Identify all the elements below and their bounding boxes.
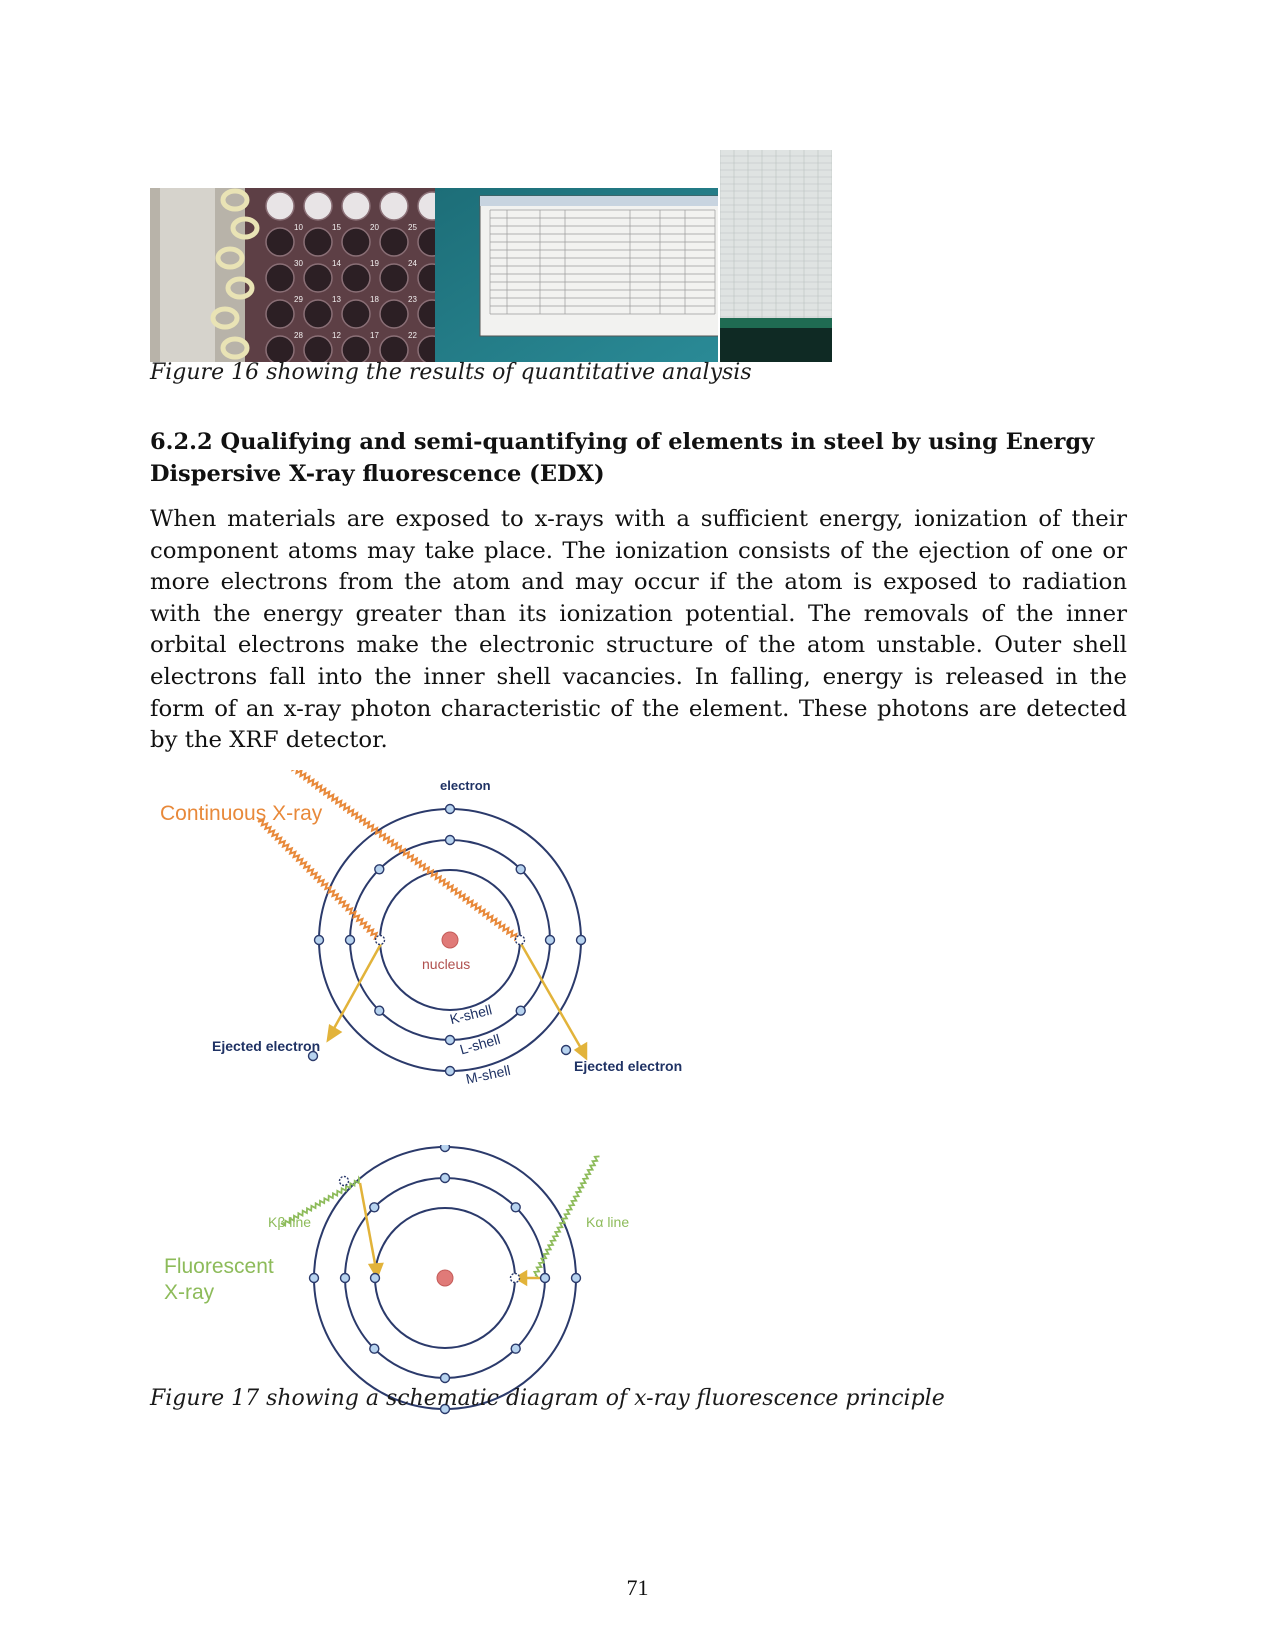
plate-well bbox=[304, 300, 332, 328]
plate-number: 20 bbox=[370, 223, 379, 232]
continuous-xray-label: Continuous X-ray bbox=[160, 802, 323, 825]
electron-dot bbox=[376, 936, 385, 945]
electron-dot bbox=[370, 1203, 379, 1212]
electron-dot bbox=[516, 936, 525, 945]
plate-well bbox=[304, 336, 332, 362]
electron-dot bbox=[446, 1036, 455, 1045]
electron-dot bbox=[511, 1203, 520, 1212]
electron-dot bbox=[341, 1274, 350, 1283]
plate-number: 15 bbox=[332, 223, 341, 232]
electron-dot bbox=[441, 1145, 450, 1152]
kbeta-line-label: Kβ line bbox=[268, 1214, 312, 1230]
l-shell-label: L-shell bbox=[457, 1030, 502, 1058]
nucleus-dot-lower bbox=[437, 1270, 453, 1286]
section-paragraph: When materials are exposed to x-rays with a sufficient energy, ionization of their component atoms may take place. The ionization consists of the ejection of one or more electrons from the atom and may occur if the atom is exposed to radiation with the energy greater than its ionization potential. The removals of the inner orbital electrons make the electronic structure of the atom unstable. Outer shell electrons fall into the inner shell vacancies. In falling, energy is released in the form of an x-ray photon characteristic of the element. These photons are detected by the XRF detector. bbox=[150, 506, 1127, 754]
plate-well bbox=[342, 228, 370, 256]
plate-well bbox=[342, 264, 370, 292]
fluorescent-label-line1: Fluorescent bbox=[164, 1255, 274, 1278]
page-number: 71 bbox=[626, 1575, 649, 1600]
plate-number: 23 bbox=[408, 295, 417, 304]
electron-dot bbox=[516, 865, 525, 874]
m-shell-label: M-shell bbox=[464, 1061, 512, 1087]
electron-dot bbox=[371, 1274, 380, 1283]
electron-dot bbox=[375, 865, 384, 874]
plate-well bbox=[266, 300, 294, 328]
ejected-electron-dot bbox=[562, 1046, 571, 1055]
plate-well bbox=[342, 192, 370, 220]
plate-number: 28 bbox=[294, 331, 303, 340]
electron-dot bbox=[541, 1274, 550, 1283]
electron-dot bbox=[577, 936, 586, 945]
plate-well bbox=[266, 228, 294, 256]
fluorescent-label-line2: X-ray bbox=[164, 1281, 215, 1304]
ejected-arrow-right bbox=[520, 942, 582, 1050]
plate-well bbox=[266, 192, 294, 220]
ejected-arrow-left bbox=[332, 942, 382, 1032]
plate-number: 13 bbox=[332, 295, 341, 304]
plate-number: 17 bbox=[370, 331, 379, 340]
plate-well bbox=[304, 228, 332, 256]
electron-dot bbox=[375, 1006, 384, 1015]
electron-dot bbox=[446, 805, 455, 814]
electron-dot bbox=[446, 1067, 455, 1076]
transition-arrow-left bbox=[360, 1183, 376, 1269]
plate-well bbox=[304, 192, 332, 220]
electron-dot bbox=[370, 1344, 379, 1353]
kalpha-line-label: Kα line bbox=[586, 1214, 630, 1230]
ejected-arrowhead-right bbox=[576, 1044, 586, 1058]
software-results-window-photo bbox=[435, 188, 718, 362]
electron-dot bbox=[511, 1344, 520, 1353]
xrf-fluorescence-diagram bbox=[150, 1145, 650, 1415]
plate-well bbox=[380, 228, 408, 256]
plate-number: 22 bbox=[408, 331, 417, 340]
electron-dot bbox=[446, 836, 455, 845]
plate-well bbox=[342, 336, 370, 362]
k-shell-label: K-shell bbox=[448, 1001, 494, 1028]
plate-number: 24 bbox=[408, 259, 417, 268]
electron-dot bbox=[310, 1274, 319, 1283]
plate-number: 29 bbox=[294, 295, 303, 304]
plate-number: 10 bbox=[294, 223, 303, 232]
electron-label: electron bbox=[440, 778, 491, 793]
ejected-electron-label-right: Ejected electron bbox=[574, 1058, 683, 1074]
figure-16-photos bbox=[150, 150, 870, 362]
vacancy-electron-dot bbox=[340, 1177, 349, 1186]
results-screen-closeup-photo bbox=[720, 150, 832, 362]
plate-number: 18 bbox=[370, 295, 379, 304]
xray-wave-1 bbox=[289, 770, 521, 940]
electron-dot bbox=[441, 1174, 450, 1183]
plate-well bbox=[380, 264, 408, 292]
plate-well bbox=[304, 264, 332, 292]
plate-number: 14 bbox=[332, 259, 341, 268]
electron-dot bbox=[346, 936, 355, 945]
nucleus-label: nucleus bbox=[422, 956, 471, 972]
plate-well bbox=[380, 192, 408, 220]
plate-number: 25 bbox=[408, 223, 417, 232]
figure-16-caption: Figure 16 showing the results of quantitative analysis bbox=[150, 360, 752, 385]
electron-dot bbox=[315, 936, 324, 945]
xrf-ionization-diagram bbox=[150, 770, 710, 1090]
ejected-arrowhead-left bbox=[328, 1026, 340, 1040]
electron-dot bbox=[511, 1274, 520, 1283]
plate-well bbox=[342, 300, 370, 328]
nucleus-dot bbox=[442, 932, 458, 948]
plate-number: 30 bbox=[294, 259, 303, 268]
plate-well bbox=[266, 264, 294, 292]
plate-well bbox=[380, 300, 408, 328]
ejected-electron-label-left: Ejected electron bbox=[212, 1038, 321, 1054]
plate-number: 12 bbox=[332, 331, 341, 340]
plate-number: 19 bbox=[370, 259, 379, 268]
electron-dot bbox=[572, 1274, 581, 1283]
electron-dot bbox=[516, 1006, 525, 1015]
section-heading: 6.2.2 Qualifying and semi-quantifying of elements in steel by using Energy Dispersive X-ray fluorescence (EDX) bbox=[150, 429, 1095, 487]
plate-well bbox=[266, 336, 294, 362]
electron-dot bbox=[441, 1374, 450, 1383]
lab-sample-vials-and-plate-photo bbox=[150, 188, 435, 362]
electron-dot bbox=[546, 936, 555, 945]
plate-well bbox=[380, 336, 408, 362]
figure-17-caption: Figure 17 showing a schematic diagram of x-ray fluorescence principle bbox=[150, 1386, 945, 1411]
